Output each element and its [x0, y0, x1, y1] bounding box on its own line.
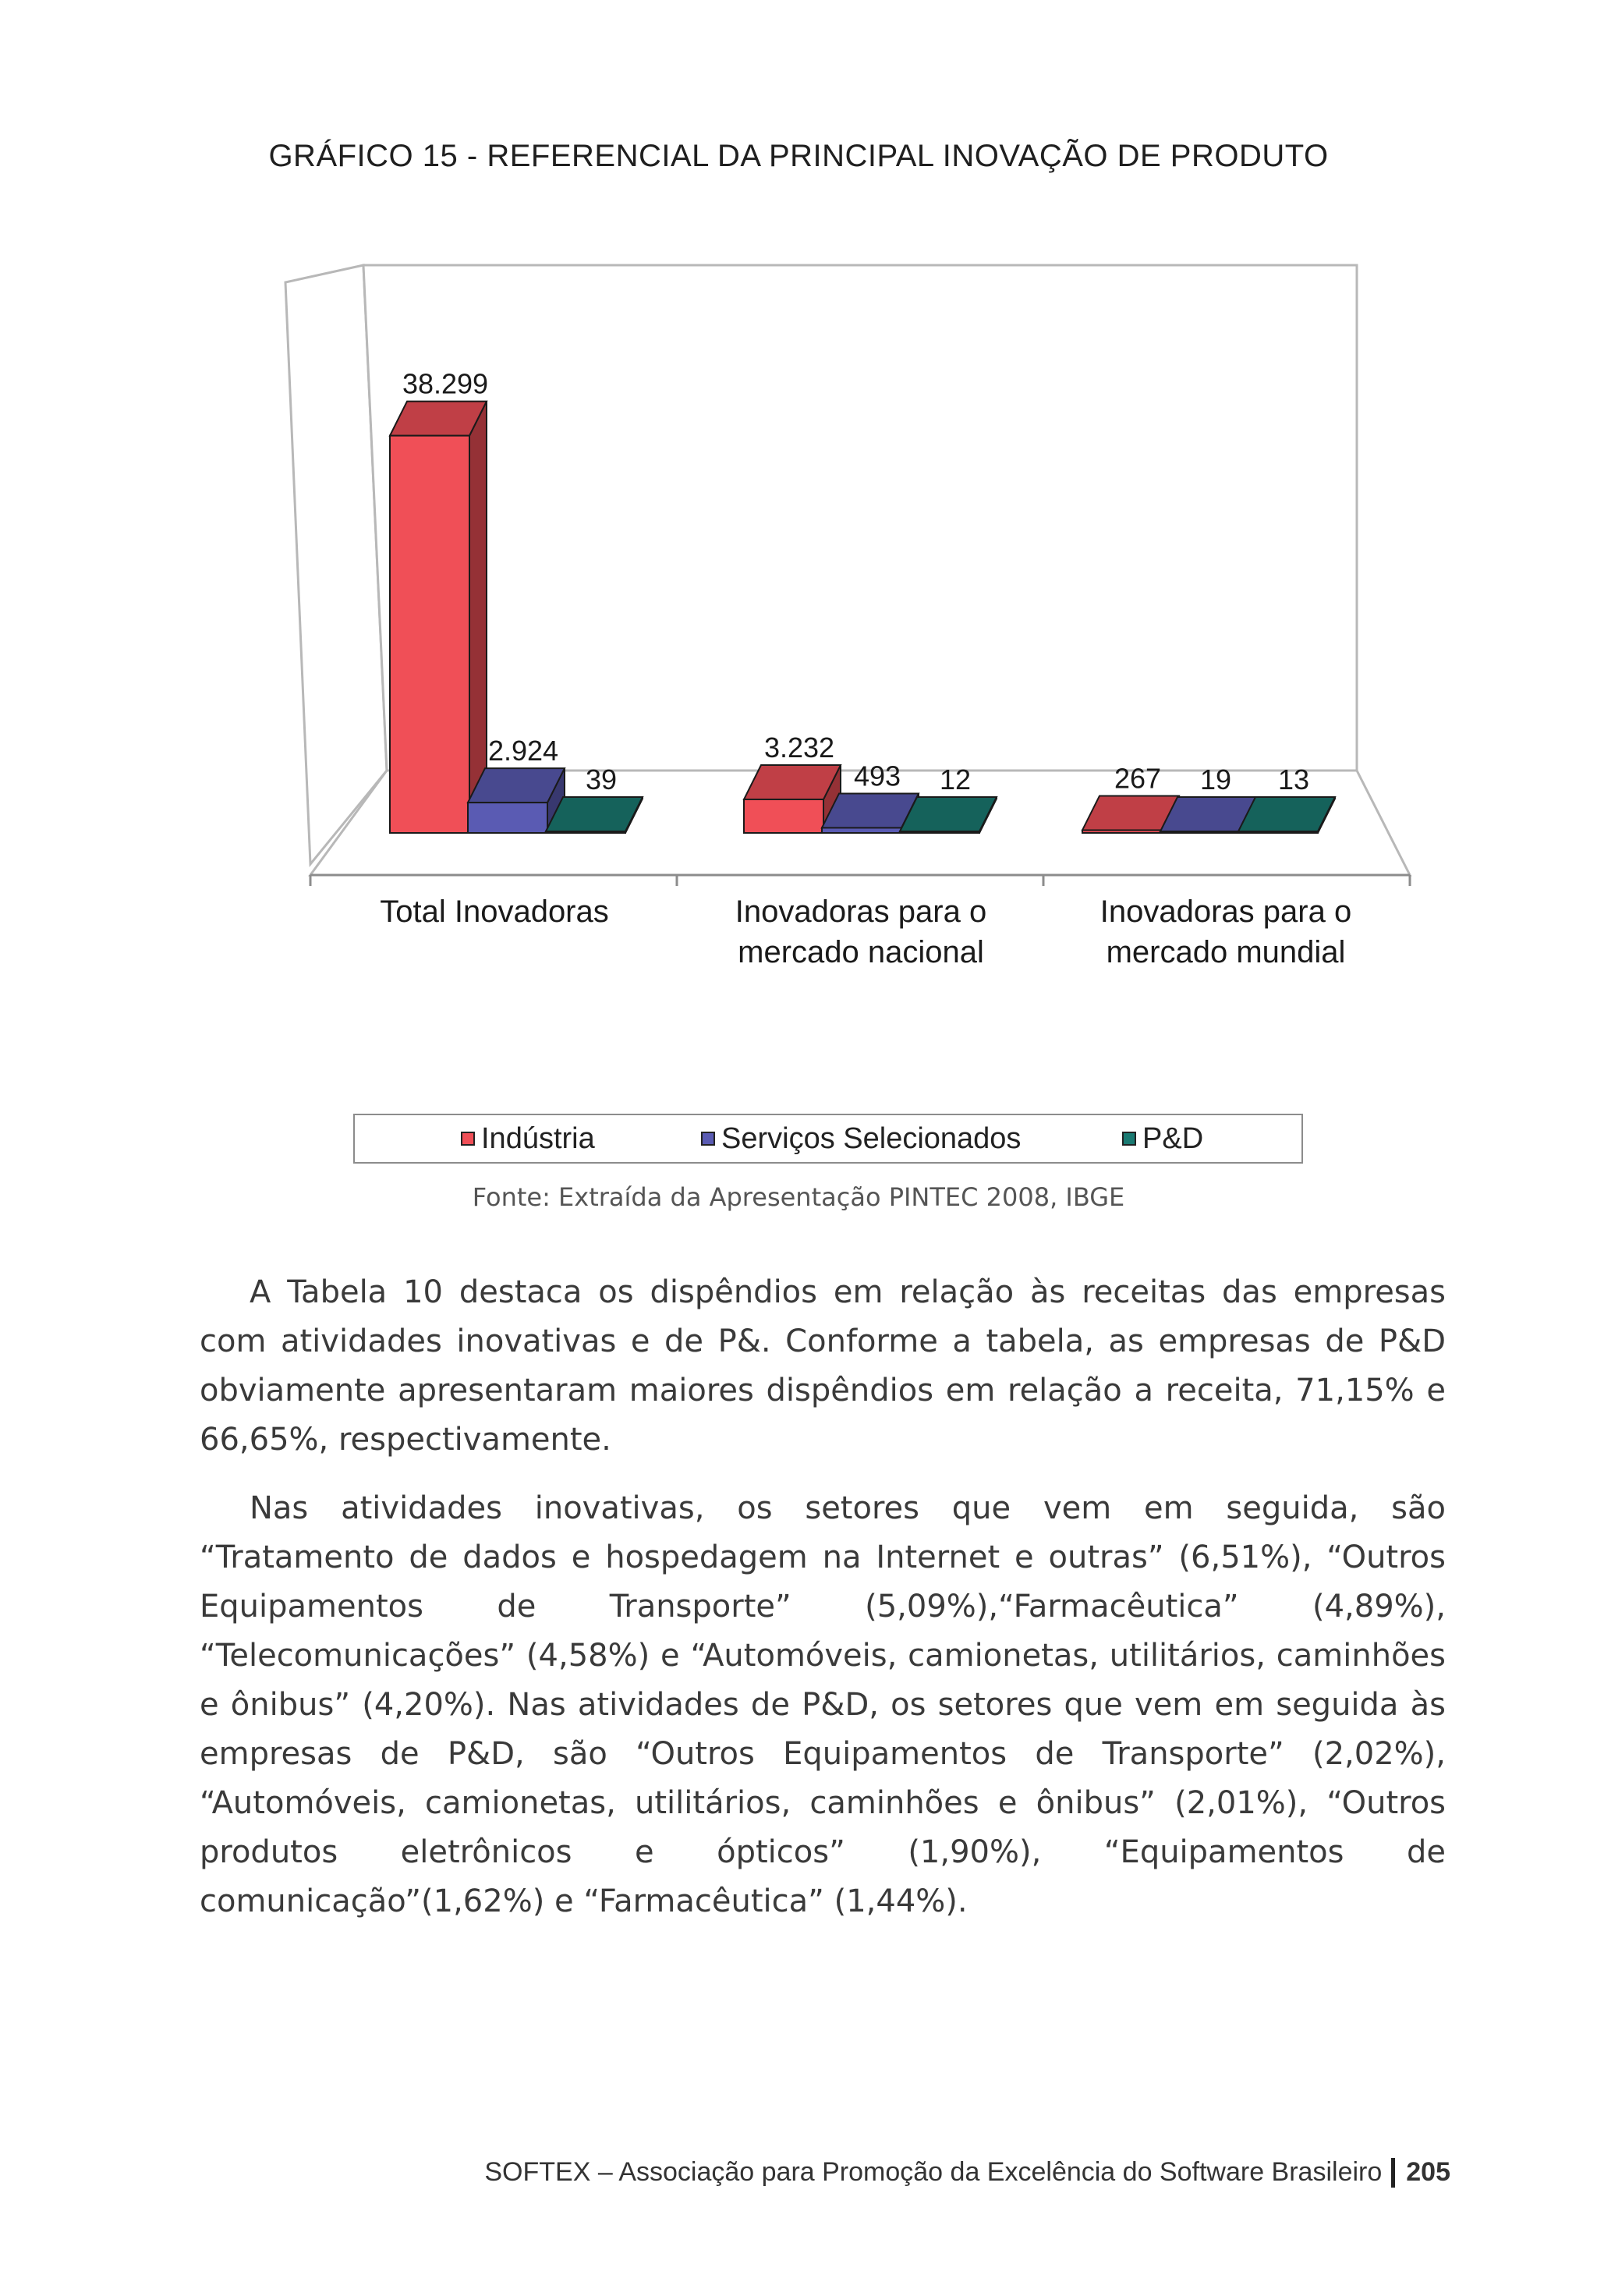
- bar-top: [546, 797, 643, 831]
- footer-separator: [1391, 2158, 1395, 2188]
- data-label: 19: [1199, 764, 1232, 795]
- data-label: 38.299: [402, 367, 489, 400]
- paragraph: Nas atividades inovativas, os setores que vem em seguida, são “Tratamento de dados e hospedagem na Internet e outras” (6,51%), “Outros Equipamentos de Transporte” (5,09%),“Farmacêutica” (4,89%), “Telecomunicações” (4,58%) e “Automóveis, camionetas, utilitários, caminhões e ônibus” (4,20%). Nas atividades de P&D, os setores que vem em seguida às empresas de P&D, são “Outros Equipamentos de Transporte” (2,02%), “Automóveis, camionetas, utilitários, caminhões e ônibus” (2,01%), “Outros produtos eletrônicos e ópticos” (1,90%), “Equipamentos de comunicação”(1,62%) e “Farmacêutica” (1,44%).: [200, 1490, 1446, 1919]
- data-label: 2.924: [487, 735, 559, 767]
- legend-swatch: [1122, 1132, 1136, 1146]
- legend-swatch: [701, 1132, 715, 1146]
- chart-legend: [353, 1114, 1303, 1164]
- data-label: 493: [853, 760, 901, 792]
- bar-front: [822, 827, 901, 833]
- category-label: Total Inovadoras: [380, 895, 609, 929]
- bar-front: [1082, 830, 1162, 833]
- bar-top: [744, 765, 841, 799]
- bar-side: [469, 402, 487, 833]
- body-text: [200, 1268, 1446, 1946]
- data-label: 12: [939, 764, 972, 795]
- data-label: 3.232: [763, 732, 835, 764]
- category-label: mercado mundial: [1106, 935, 1346, 969]
- bar-chart: [0, 234, 1597, 1014]
- category-label: Inovadoras para o: [735, 895, 987, 929]
- legend-item-servicos: [701, 1115, 1021, 1162]
- paragraph: A Tabela 10 destaca os dispêndios em relação às receitas das empresas com atividades inovativas e de P&. Conforme a tabela, as empresas de P&D obviamente apresentaram maiores dispêndios em relação a receita, 71,15% e 66,65%, respectivamente.: [200, 1274, 1446, 1458]
- bar-front: [468, 803, 547, 833]
- bar-top: [390, 402, 487, 436]
- bar-front: [546, 831, 625, 833]
- chart-source: Fonte: Extraída da Apresentação PINTEC 2008, IBGE: [472, 1182, 1125, 1212]
- bar: [900, 797, 997, 833]
- bar-top: [900, 797, 997, 831]
- data-label: 267: [1114, 762, 1162, 795]
- bar: [1238, 797, 1335, 833]
- bar-top: [468, 768, 565, 803]
- bar: [546, 797, 643, 833]
- footer-text: SOFTEX – Associação para Promoção da Excelência do Software Brasileiro: [484, 2157, 1383, 2187]
- legend-label: Serviços Selecionados: [721, 1121, 1022, 1155]
- page-footer: [484, 2157, 1450, 2188]
- bar-front: [390, 436, 469, 833]
- bar-front: [744, 799, 823, 833]
- data-label: 39: [585, 764, 618, 795]
- legend-label: P&D: [1142, 1121, 1204, 1155]
- bar: [390, 402, 487, 833]
- data-label: 13: [1277, 764, 1310, 795]
- legend-item-industria: [461, 1115, 595, 1162]
- bar-top: [1238, 797, 1335, 831]
- chart-title: GRÁFICO 15 - REFERENCIAL DA PRINCIPAL INOVAÇÃO DE PRODUTO: [268, 139, 1329, 173]
- bar-front: [1238, 831, 1318, 833]
- legend-label: Indústria: [481, 1121, 595, 1155]
- legend-swatch: [461, 1132, 475, 1146]
- category-label: mercado nacional: [738, 935, 984, 969]
- category-label: Inovadoras para o: [1099, 895, 1352, 929]
- page-number: 205: [1406, 2157, 1450, 2187]
- bar-front: [1160, 831, 1240, 833]
- category-labels: [380, 895, 1351, 969]
- bar-front: [900, 831, 979, 833]
- legend-item-ped: [1122, 1115, 1203, 1162]
